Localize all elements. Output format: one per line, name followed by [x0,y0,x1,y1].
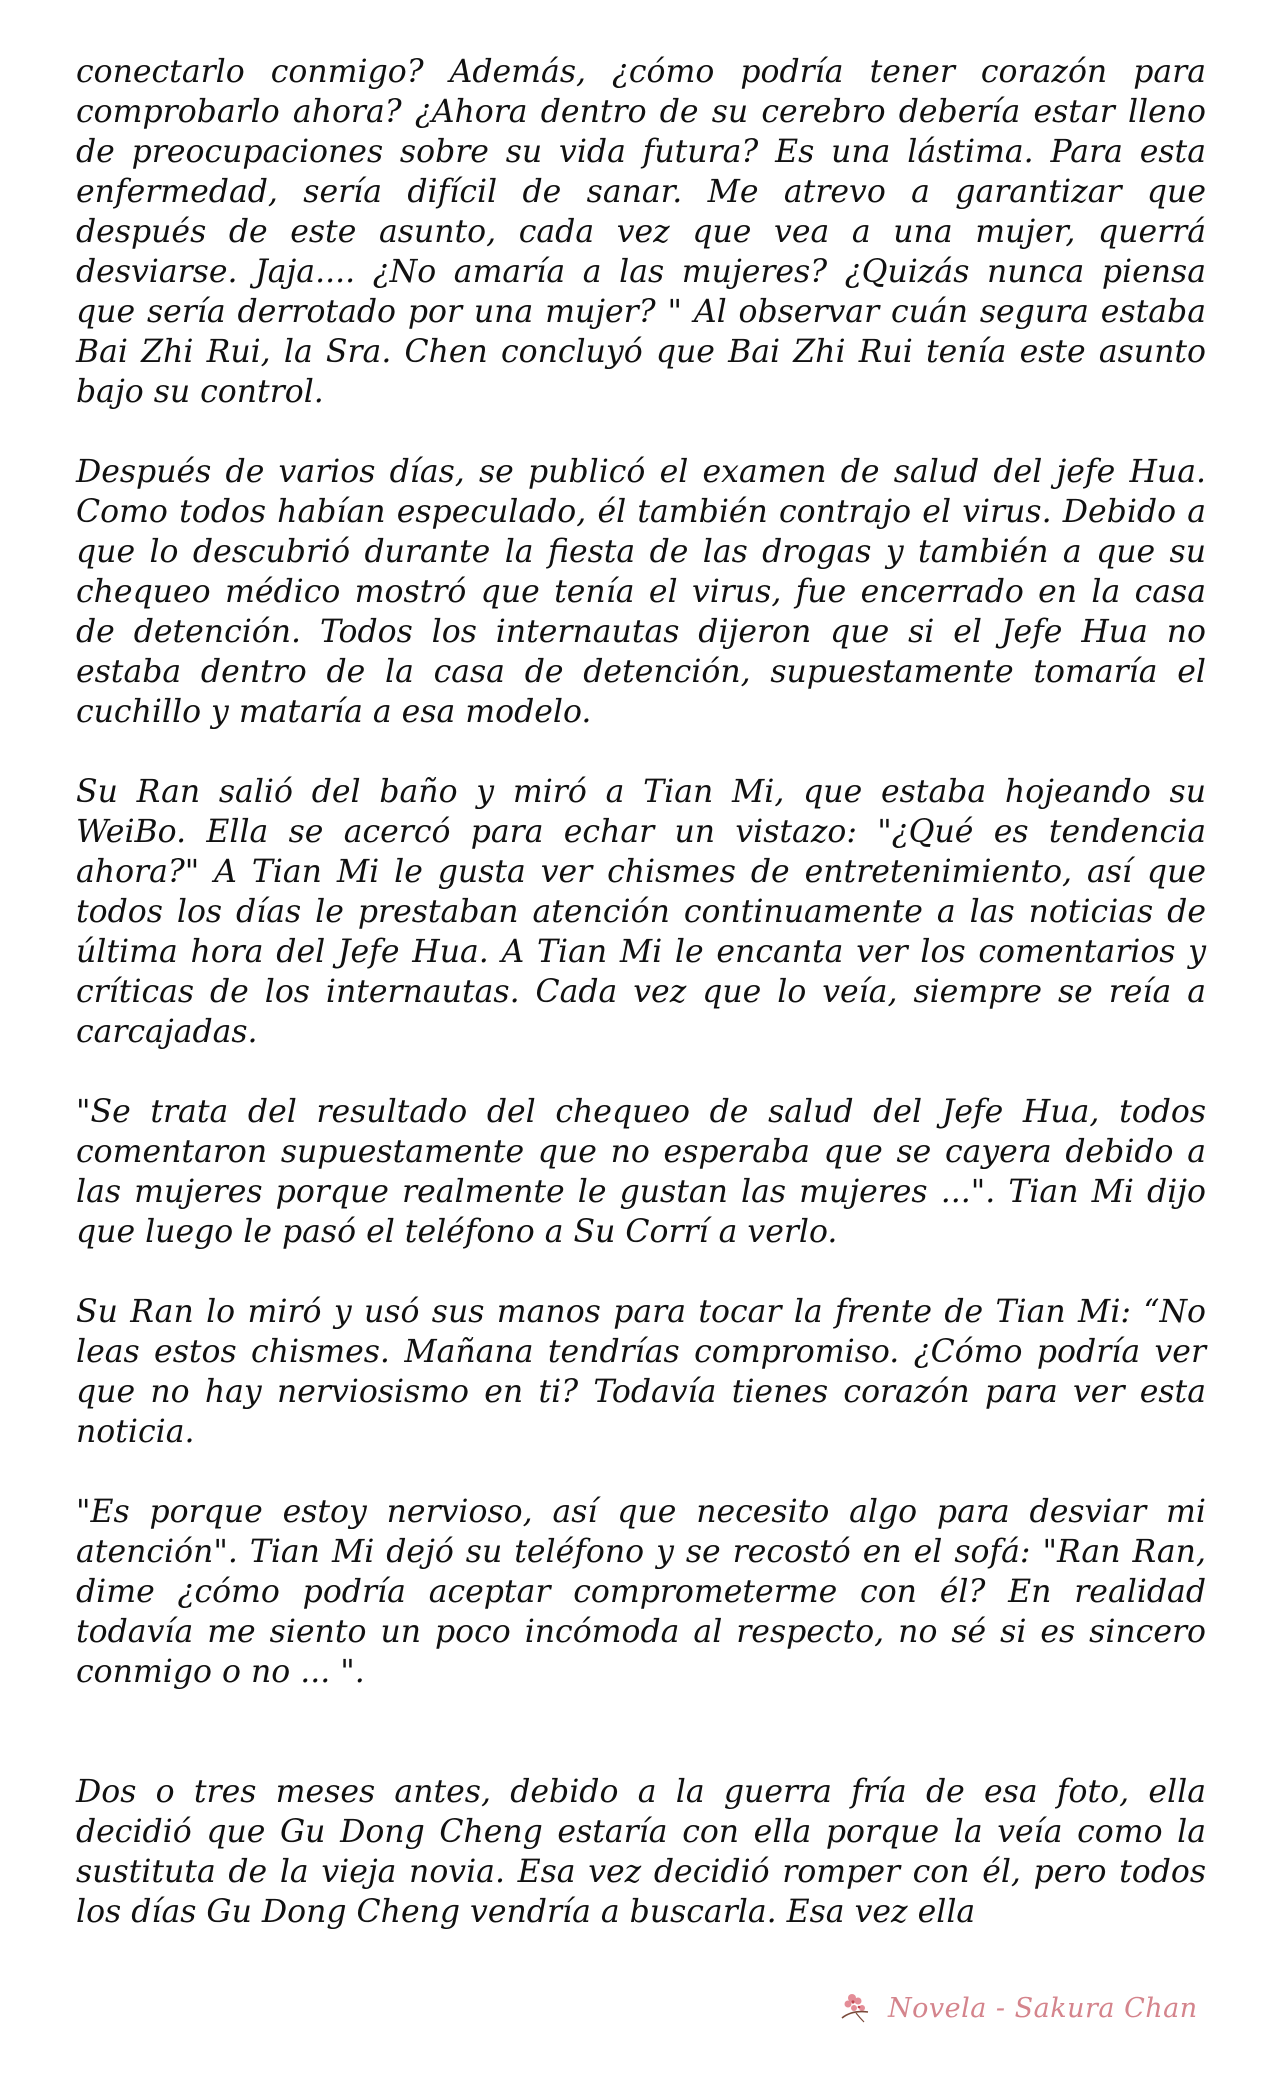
watermark-text: Novela - Sakura Chan [888,1992,1198,2024]
paragraph: Su Ran salió del baño y miró a Tian Mi, que estaba hojeando su WeiBo. Ella se acercó para echar un vistazo: "¿Qué es tendencia ahora?" A Tian Mi le gusta ver chismes de entretenimiento, así que todos los días le prestaban atención continuamente a las noticias de última hora del Jefe Hua. A Tian Mi le encanta ver los comentarios y críticas de los internautas. Cada vez que lo veía, siempre se reía a carcajadas. [76,774,1206,1050]
paragraph: conectarlo conmigo? Además, ¿cómo podría tener corazón para comprobarlo ahora? ¿Ahora dentro de su cerebro debería estar lleno de preocupaciones sobre su vida futura? Es una lástima. Para esta enfermedad, sería difícil de sanar. Me atrevo a garantizar que después de este asunto, cada vez que vea a una mujer, querrá desviarse. Jaja.... ¿No amaría a las mujeres? ¿Quizás nunca piensa que sería derrotado por una mujer? " Al observar cuán segura estaba Bai Zhi Rui, la Sra. Chen concluyó que Bai Zhi Rui tenía este asunto bajo su control. [76,54,1206,410]
watermark [838,1988,1198,2028]
paragraph: Después de varios días, se publicó el examen de salud del jefe Hua. Como todos habían especulado, él también contrajo el virus. Debido a que lo descubrió durante la fiesta de las drogas y también a que su chequeo médico mostró que tenía el virus, fue encerrado en la casa de detención. Todos los internautas dijeron que si el Jefe Hua no estaba dentro de la casa de detención, supuestamente tomaría el cuchillo y mataría a esa modelo. [76,454,1206,730]
sakura-flower-icon [838,1988,878,2028]
paragraph: Su Ran lo miró y usó sus manos para tocar la frente de Tian Mi: “No leas estos chismes. Mañana tendrías compromiso. ¿Cómo podría ver que no hay nerviosismo en ti? Todavía tienes corazón para ver esta noticia. [76,1294,1206,1450]
paragraph: Dos o tres meses antes, debido a la guerra fría de esa foto, ella decidió que Gu Dong Cheng estaría con ella porque la veía como la sustituta de la vieja novia. Esa vez decidió romper con él, pero todos los días Gu Dong Cheng vendría a buscarla. Esa vez ella [76,1774,1206,1930]
paragraph: "Se trata del resultado del chequeo de salud del Jefe Hua, todos comentaron supuestamente que no esperaba que se cayera debido a las mujeres porque realmente le gustan las mujeres ...". Tian Mi dijo que luego le pasó el teléfono a Su Corrí a verlo. [76,1094,1206,1250]
paragraph: "Es porque estoy nervioso, así que necesito algo para desviar mi atención". Tian Mi dejó su teléfono y se recostó en el sofá: "Ran Ran, dime ¿cómo podría aceptar comprometerme con él? En realidad todavía me siento un poco incómoda al respecto, no sé si es sincero conmigo o no ... ". [76,1494,1206,1690]
body-text [76,52,1206,1972]
